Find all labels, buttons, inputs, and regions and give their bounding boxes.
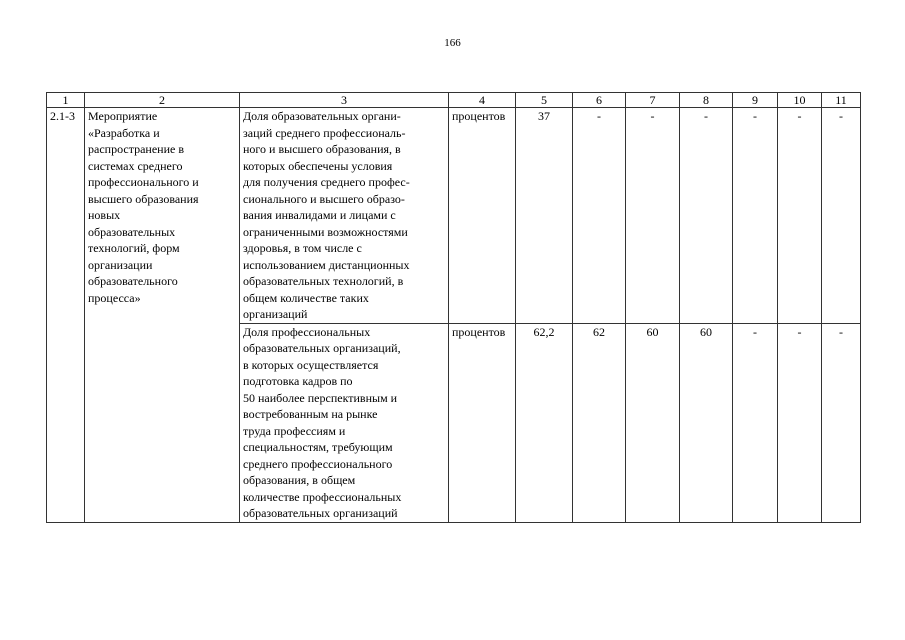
- indicator-line: Доля профессиональных: [243, 324, 371, 339]
- value-cell: -: [822, 108, 861, 324]
- header-cell: 7: [626, 93, 680, 108]
- measure-line: Мероприятие: [88, 109, 158, 123]
- indicator-line: образовательных технологий, в: [243, 274, 404, 288]
- indicator-line: использованием дистанционных: [243, 257, 410, 272]
- measure-line: новых: [88, 208, 121, 222]
- measure-line: технологий, форм: [88, 241, 180, 255]
- measure-line: распространение в: [88, 142, 184, 156]
- indicator-line: организаций: [243, 307, 308, 321]
- value-cell: -: [680, 108, 733, 324]
- header-cell: 11: [822, 93, 861, 108]
- indicator-line: труда профессиям и: [243, 423, 346, 438]
- value-cell: 60: [626, 323, 680, 522]
- table-row: [47, 108, 861, 324]
- indicator-line: специальностям, требующим: [243, 440, 393, 454]
- measure-cell: [85, 108, 240, 523]
- value-cell: -: [626, 108, 680, 324]
- value-cell: -: [778, 323, 822, 522]
- header-cell: 3: [240, 93, 449, 108]
- value-cell: -: [822, 323, 861, 522]
- indicator-text: [240, 323, 449, 522]
- indicator-line: количестве профессиональных: [243, 489, 402, 504]
- indicator-line: востребованным на рынке: [243, 407, 378, 421]
- measure-line: образовательного: [88, 274, 178, 288]
- value-cell: 62,2: [516, 323, 573, 522]
- measure-line: профессионального и: [88, 175, 199, 189]
- indicator-line: образовательных организаций,: [243, 341, 401, 355]
- header-cell: 5: [516, 93, 573, 108]
- header-cell: 9: [733, 93, 778, 108]
- value-cell: 60: [680, 323, 733, 522]
- indicator-line: образовательных организаций: [243, 506, 398, 520]
- measure-line: процесса»: [88, 290, 141, 305]
- header-cell: 8: [680, 93, 733, 108]
- indicator-line: в которых осуществляется: [243, 357, 379, 372]
- unit-cell: процентов: [449, 108, 516, 324]
- indicator-text: [240, 108, 449, 324]
- indicator-line: общем количестве таких: [243, 290, 369, 305]
- measure-line: «Разработка и: [88, 125, 160, 140]
- indicator-line: ного и высшего образования, в: [243, 142, 401, 156]
- measure-line: высшего образования: [88, 191, 199, 206]
- indicator-line: заций среднего профессиональ-: [243, 125, 406, 140]
- header-cell: 2: [85, 93, 240, 108]
- value-cell: -: [778, 108, 822, 324]
- data-table: [46, 92, 861, 523]
- indicator-line: для получения среднего профес-: [243, 175, 410, 189]
- measure-line: организации: [88, 257, 153, 272]
- page-number: 166: [444, 37, 461, 49]
- unit-cell: процентов: [449, 323, 516, 522]
- header-cell: 1: [47, 93, 85, 108]
- value-cell: -: [733, 323, 778, 522]
- header-cell: 4: [449, 93, 516, 108]
- indicator-line: образования, в общем: [243, 473, 356, 487]
- header-row: [47, 93, 861, 108]
- indicator-line: ограниченными возможностями: [243, 224, 408, 239]
- indicator-line: Доля образовательных органи-: [243, 109, 401, 123]
- indicator-line: сионального и высшего образо-: [243, 191, 405, 206]
- indicator-line: подготовка кадров по: [243, 374, 353, 388]
- value-cell: -: [733, 108, 778, 324]
- header-cell: 10: [778, 93, 822, 108]
- header-cell: 6: [573, 93, 626, 108]
- row-code: 2.1-3: [47, 108, 85, 523]
- indicator-line: здоровья, в том числе с: [243, 241, 362, 255]
- indicator-line: 50 наиболее перспективным и: [243, 390, 398, 405]
- value-cell: 62: [573, 323, 626, 522]
- indicator-line: которых обеспечены условия: [243, 158, 393, 173]
- value-cell: 37: [516, 108, 573, 324]
- value-cell: -: [573, 108, 626, 324]
- indicator-line: среднего профессионального: [243, 456, 393, 471]
- measure-line: системах среднего: [88, 158, 183, 173]
- indicator-line: вания инвалидами и лицами с: [243, 208, 396, 222]
- measure-line: образовательных: [88, 224, 176, 239]
